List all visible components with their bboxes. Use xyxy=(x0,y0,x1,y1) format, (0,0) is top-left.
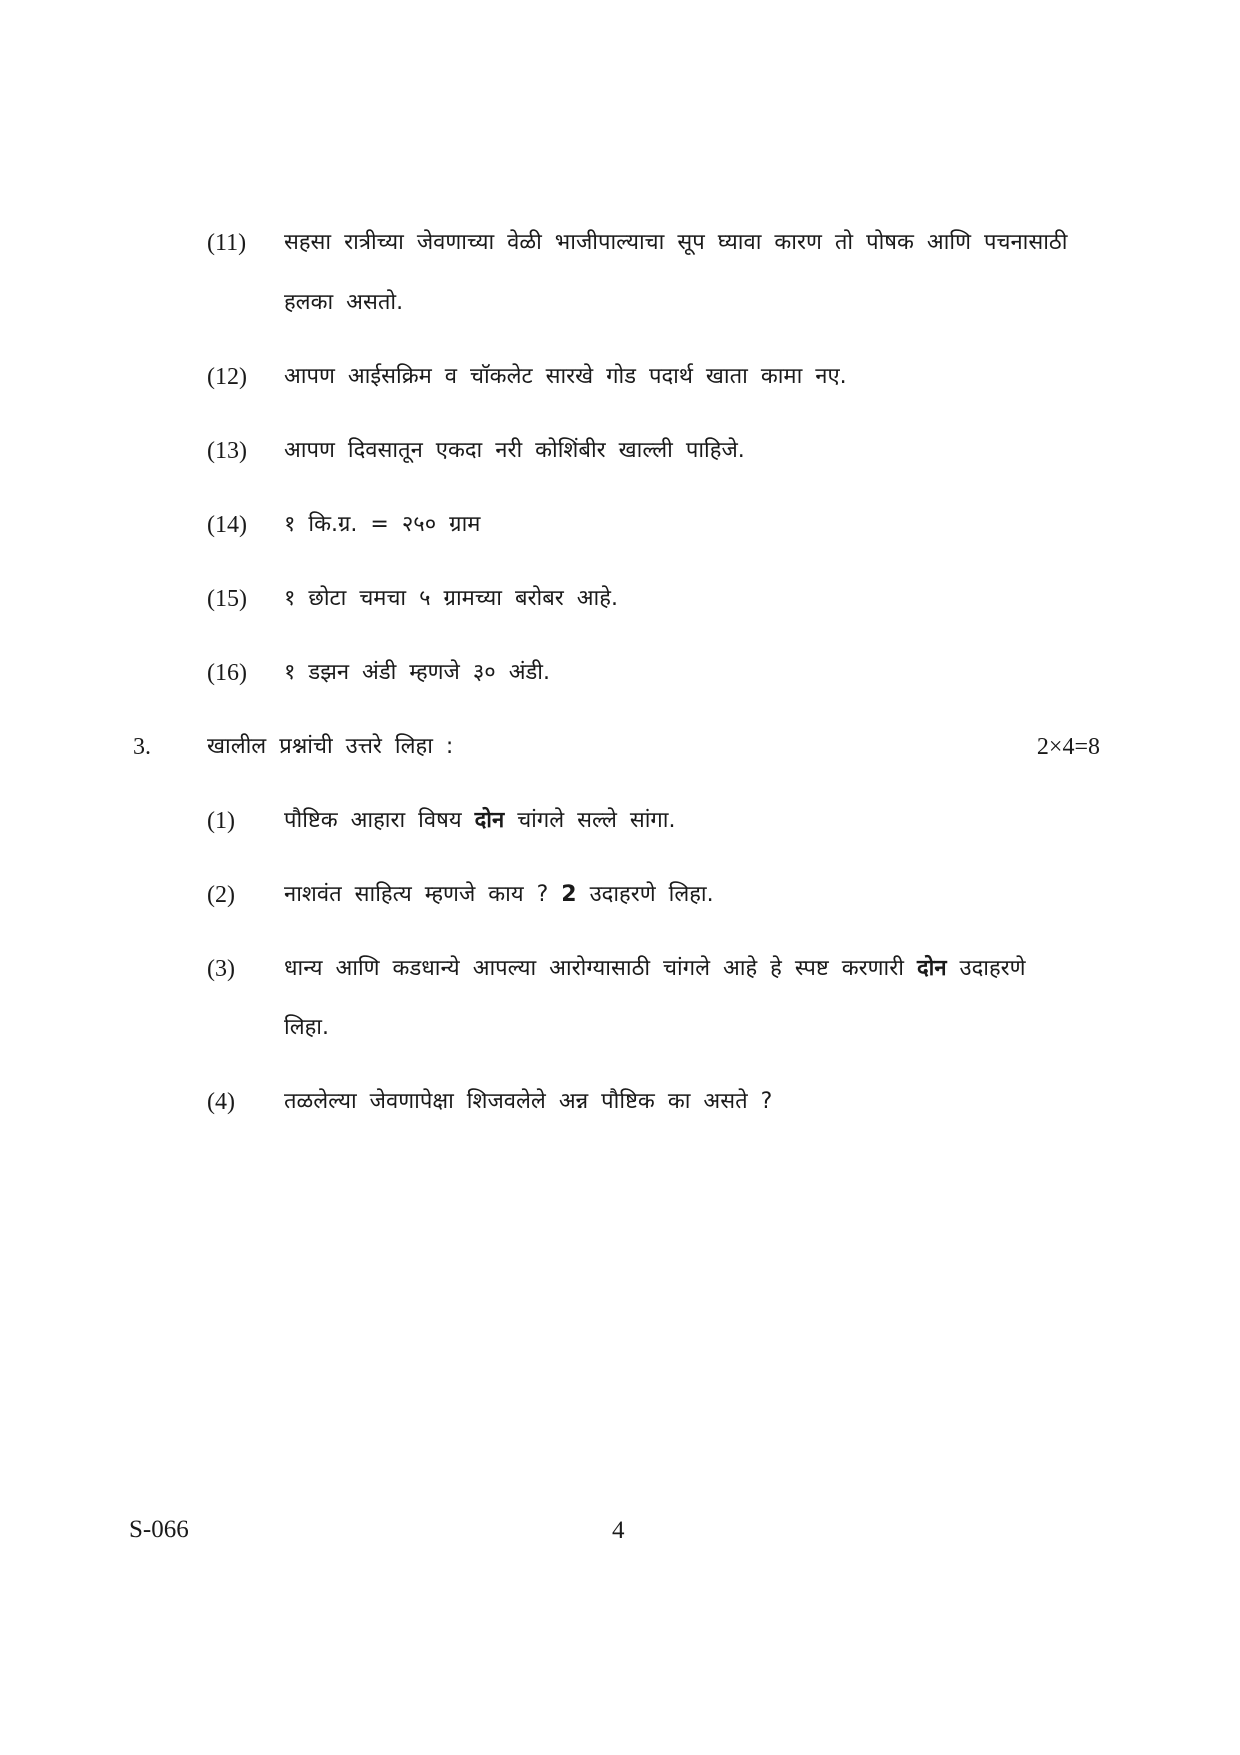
item-11-number: (11) xyxy=(207,230,247,256)
sub-3-number: (3) xyxy=(207,956,235,982)
item-11-text-line1: सहसा रात्रीच्या जेवणाच्या वेळी भाजीपाल्याचा सूप घ्यावा कारण तो पोषक आणि पचनासाठी xyxy=(284,230,1068,255)
page-number: 4 xyxy=(612,1517,625,1544)
sub-3-text-line2: लिहा. xyxy=(284,1015,329,1040)
question-3-number: 3. xyxy=(133,734,151,760)
item-16-text: १ डझन अंडी म्हणजे ३० अंडी. xyxy=(284,660,550,685)
sub-1-text: पौष्टिक आहारा विषय दोन चांगले सल्ले सांगा. xyxy=(284,808,676,833)
item-13-number: (13) xyxy=(207,438,247,464)
question-3-text: खालील प्रश्नांची उत्तरे लिहा : xyxy=(207,734,454,759)
item-12-text: आपण आईसक्रिम व चॉकलेट सारखे गोड पदार्थ खाता कामा नए. xyxy=(284,364,847,389)
sub-2-text: नाशवंत साहित्य म्हणजे काय ? 2 उदाहरणे लिहा. xyxy=(284,882,714,907)
item-14-text: १ कि.ग्र. = २५० ग्राम xyxy=(284,512,481,537)
paper-code: S-066 xyxy=(129,1516,189,1543)
sub-1-number: (1) xyxy=(207,808,235,834)
item-14-number: (14) xyxy=(207,512,247,538)
sub-4-text: तळलेल्या जेवणापेक्षा शिजवलेले अन्न पौष्टिक का असते ? xyxy=(284,1089,773,1114)
item-15-number: (15) xyxy=(207,586,247,612)
item-11-text-line2: हलका असतो. xyxy=(284,290,404,315)
question-3-marks: 2×4=8 xyxy=(1036,734,1100,760)
item-12-number: (12) xyxy=(207,364,247,390)
sub-4-number: (4) xyxy=(207,1089,235,1115)
item-16-number: (16) xyxy=(207,660,247,686)
sub-2-number: (2) xyxy=(207,882,235,908)
item-13-text: आपण दिवसातून एकदा नरी कोशिंबीर खाल्ली पाहिजे. xyxy=(284,438,745,463)
sub-3-text-line1: धान्य आणि कडधान्ये आपल्या आरोग्यासाठी चांगले आहे हे स्पष्ट करणारी दोन उदाहरणे xyxy=(284,956,1026,981)
item-15-text: १ छोटा चमचा ५ ग्रामच्या बरोबर आहे. xyxy=(284,586,618,611)
